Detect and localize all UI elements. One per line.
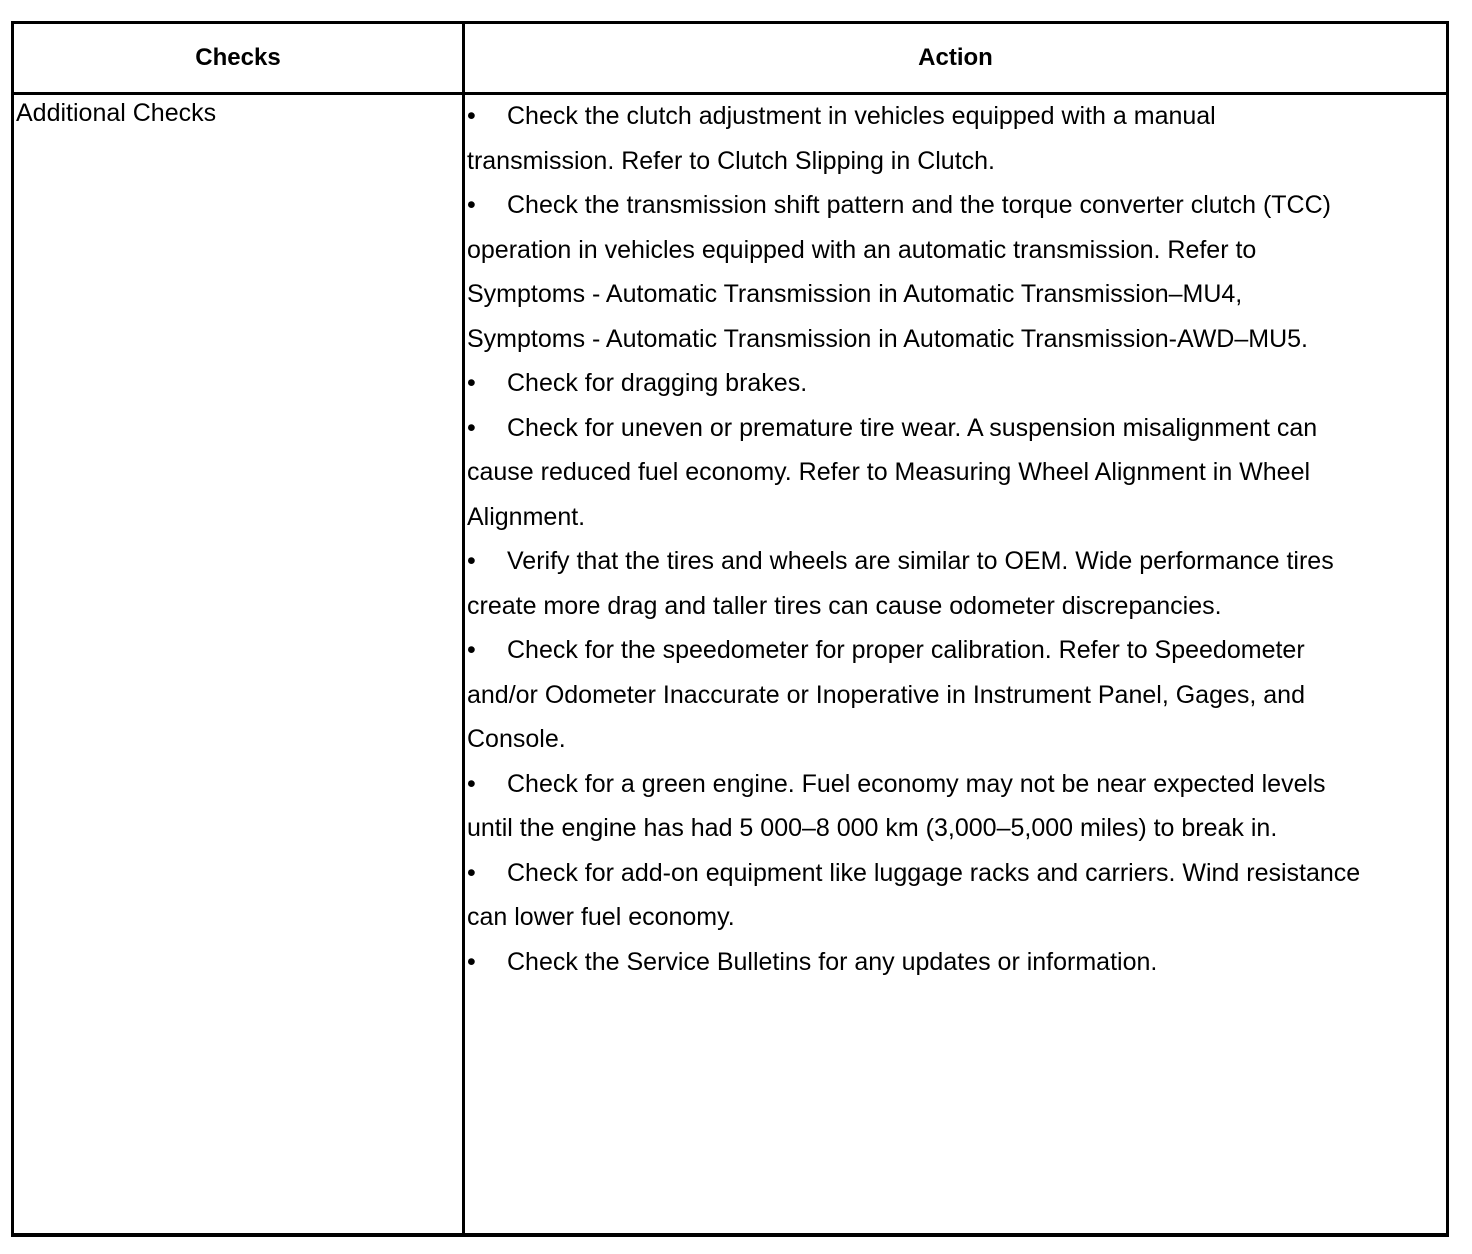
bullet: • (467, 102, 476, 130)
action-item (467, 628, 1367, 762)
action-item-text: Check for the speedometer for proper calibration. Refer to Speedometer and/or Odometer Inaccurate or Inoperative in Instrument Panel, Gages, and Console. (467, 636, 1305, 753)
action-item (467, 94, 1367, 183)
bullet: • (467, 858, 476, 887)
bullet: • (467, 413, 476, 442)
bullet: • (467, 636, 476, 664)
bullet: • (467, 547, 476, 575)
action-item-text: Check the Service Bulletins for any updates or information. (507, 947, 1158, 976)
column-divider (462, 24, 465, 1233)
action-item (467, 539, 1367, 628)
check-name-cell: Additional Checks (16, 99, 217, 127)
action-item-text: Verify that the tires and wheels are similar to OEM. Wide performance tires create more drag and taller tires can cause odometer discrepancies. (467, 547, 1334, 620)
action-item (467, 851, 1367, 940)
bullet: • (467, 369, 476, 397)
action-item (467, 406, 1367, 540)
action-item (467, 940, 1367, 985)
action-item-text: Check the transmission shift pattern and the torque converter clutch (TCC) operation in vehicles equipped with an automatic transmission. Refer to Symptoms - Automatic Transmission in Automatic Transmission–MU4, Symptoms - Automatic Transmission in Automatic Transmission-AWD–MU5. (467, 191, 1331, 353)
bullet: • (467, 947, 476, 976)
header-action: Action (918, 44, 993, 71)
action-item (467, 183, 1367, 361)
action-item-text: Check for a green engine. Fuel economy may not be near expected levels until the engine has had 5 000–8 000 km (3,000–5,000 miles) to break in. (467, 769, 1326, 842)
action-item-text: Check the clutch adjustment in vehicles equipped with a manual transmission. Refer to Clutch Slipping in Clutch. (467, 102, 1216, 175)
header-checks: Checks (195, 44, 281, 71)
action-item (467, 361, 1367, 406)
action-cell (467, 94, 1367, 984)
action-item (467, 762, 1367, 851)
action-item-text: Check for dragging brakes. (507, 369, 808, 397)
action-item-text: Check for uneven or premature tire wear. A suspension misalignment can cause reduced fuel economy. Refer to Measuring Wheel Alignment in Wheel Alignment. (467, 413, 1318, 531)
action-item-text: Check for add-on equipment like luggage racks and carriers. Wind resistance can lower fuel economy. (467, 858, 1361, 931)
bullet: • (467, 191, 476, 219)
bullet: • (467, 769, 476, 798)
